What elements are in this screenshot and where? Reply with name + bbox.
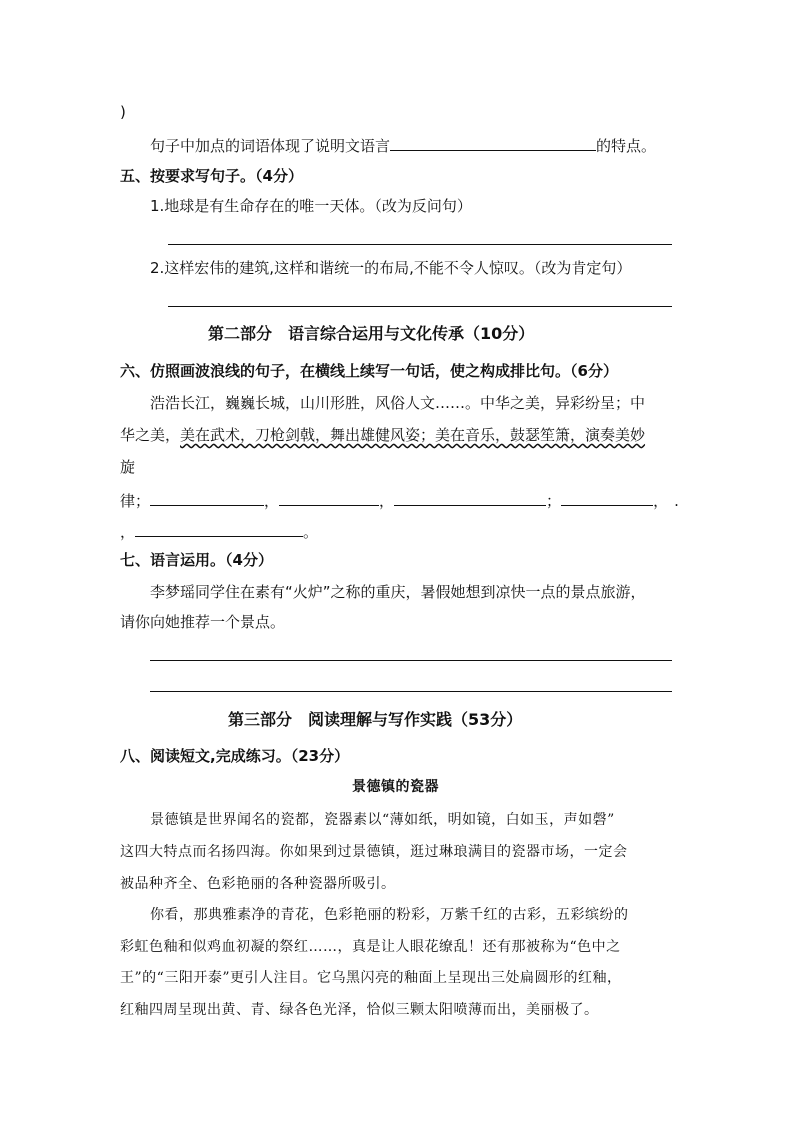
article-line-7: 红釉四周呈现出黄、青、绿各色光泽，恰似三颗太阳喷薄而出，美丽极了。 <box>120 1002 599 1018</box>
answer-blank-5[interactable] <box>135 520 303 537</box>
q5-item-1: 1.地球是有生命存在的唯一天体。（改为反问句） <box>150 197 472 215</box>
q5-item-2: 2.这样宏伟的建筑,这样和谐统一的布局,不能不令人惊叹。（改为肯定句） <box>150 259 632 277</box>
article-line-3: 被品种齐全、色彩艳丽的各种瓷器所吸引。 <box>120 876 396 892</box>
answer-blank[interactable] <box>390 134 596 151</box>
q7-paragraph-line-1: 李梦瑶同学住在素有“火炉”之称的重庆，暑假她想到凉快一点的景点旅游， <box>150 583 646 601</box>
section-heading-6: 六、仿照画波浪线的句子，在横线上续写一句话，使之构成排比句。（6分） <box>120 362 618 380</box>
article-line-1: 景德镇是世界闻名的瓷都，瓷器素以“薄如纸，明如镜，白如玉，声如磬” <box>150 812 615 828</box>
q6-text: 华之美， <box>120 426 181 444</box>
question-text: 句子中加点的词语体现了说明文语言 <box>150 137 391 155</box>
wavy-underlined-sentence: 美在武术，刀枪剑戟，舞出雄健风姿；美在音乐，鼓瑟笙箫，演奏美妙 <box>180 426 646 444</box>
answer-blank-4[interactable] <box>561 489 653 506</box>
article-line-6: 王”的“三阳开泰”更引人注目。它乌黑闪亮的釉面上呈现出三处扁圆形的红釉， <box>120 970 622 986</box>
comma: ， <box>653 492 669 510</box>
q6-blanks-line <box>120 489 679 511</box>
section-heading-8: 八、阅读短文,完成练习。（23分） <box>120 747 350 765</box>
continuation-paren: ) <box>120 103 126 121</box>
article-title: 景德镇的瓷器 <box>352 779 439 795</box>
comma: ， <box>379 492 395 510</box>
article-line-2: 这四大特点而名扬四海。你如果到过景德镇，逛过琳琅满目的瓷器市场，一定会 <box>120 844 628 860</box>
q6-text-lv: 律； <box>120 492 151 510</box>
comma: ， <box>120 523 136 541</box>
question-text-end: 的特点。 <box>596 137 657 155</box>
answer-line-q5-1[interactable] <box>168 244 672 245</box>
article-line-5: 彩虹色釉和似鸡血初凝的祭红……，真是让人眼花缭乱！还有那被称为“色中之 <box>120 939 621 955</box>
part-two-heading: 第二部分 语言综合运用与文化传承（10分） <box>208 324 535 343</box>
answer-line-q5-2[interactable] <box>168 306 672 307</box>
part-three-heading: 第三部分 阅读理解与写作实践（53分） <box>228 710 523 729</box>
q6-paragraph-line-2 <box>120 425 645 445</box>
answer-blank-2[interactable] <box>279 489 379 506</box>
answer-blank-3[interactable] <box>394 489 546 506</box>
answer-line-q7-1[interactable] <box>150 660 672 661</box>
q6-paragraph-line-3: 旋 <box>120 458 136 476</box>
section-heading-7: 七、语言运用。（4分） <box>120 551 273 569</box>
q7-paragraph-line-2: 请你向她推荐一个景点。 <box>120 613 286 631</box>
answer-line-q7-2[interactable] <box>150 691 672 692</box>
answer-blank-1[interactable] <box>150 489 264 506</box>
semicolon: ； <box>546 492 562 510</box>
q6-blanks-line-2 <box>120 520 318 542</box>
section-heading-5: 五、按要求写句子。（4分） <box>120 167 303 185</box>
comma: ， <box>264 492 280 510</box>
q6-paragraph-line-1: 浩浩长江，巍巍长城，山川形胜，风俗人文……。中华之美，异彩纷呈；中 <box>150 394 646 412</box>
article-line-4: 你看，那典雅素净的青花，色彩艳丽的粉彩，万紫千红的古彩，五彩缤纷的 <box>150 907 629 923</box>
period: 。 <box>303 523 319 541</box>
stray-dot: . <box>674 492 679 510</box>
question-line <box>150 134 656 156</box>
